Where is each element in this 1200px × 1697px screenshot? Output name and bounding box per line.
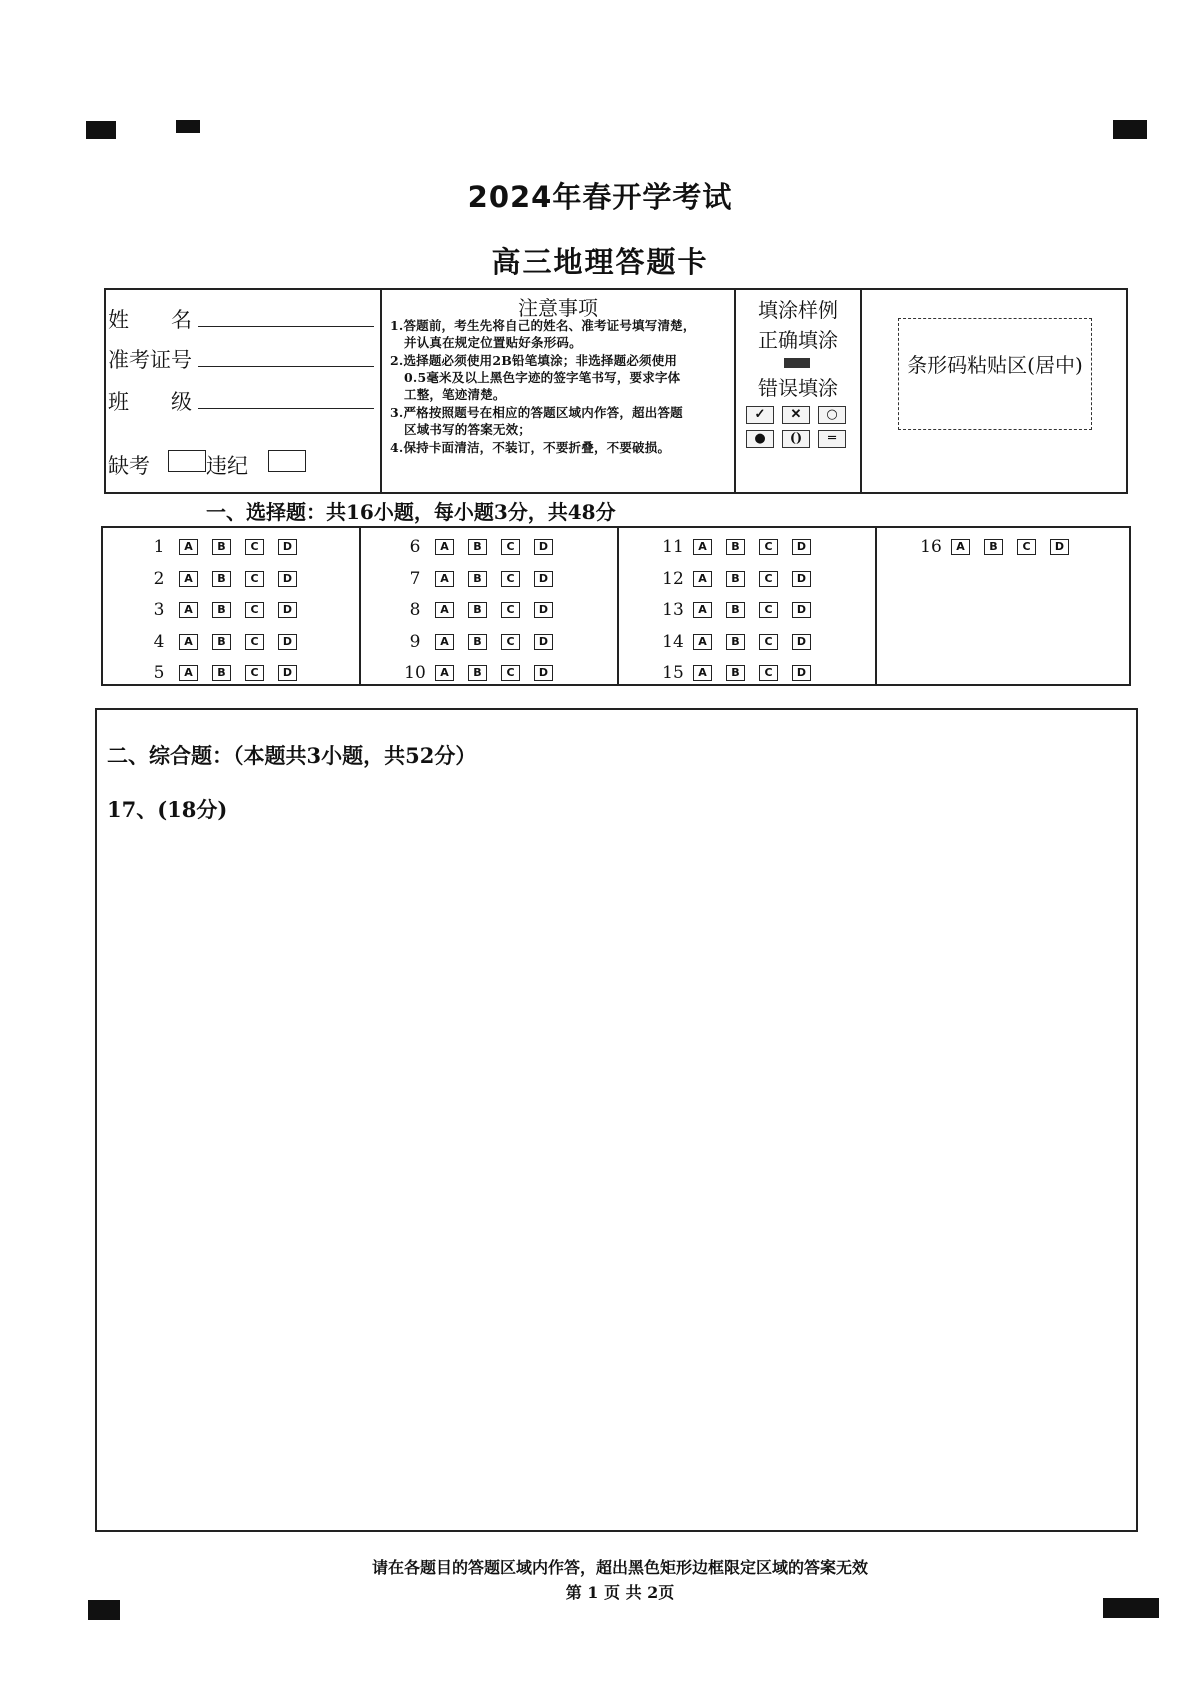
option-bubble-d[interactable]: D bbox=[534, 634, 553, 650]
option-bubble-b[interactable]: B bbox=[468, 571, 487, 587]
answer-area[interactable] bbox=[95, 708, 1138, 1532]
option-bubble-b[interactable]: B bbox=[212, 602, 231, 618]
option-bubble-b[interactable]: B bbox=[468, 665, 487, 681]
option-bubble-d[interactable]: D bbox=[792, 665, 811, 681]
question-number: 10 bbox=[404, 663, 426, 683]
section1-title: 一、选择题：共16小题，每小题3分，共48分 bbox=[206, 500, 616, 524]
footer-note: 请在各题目的答题区域内作答，超出黑色矩形边框限定区域的答案无效 bbox=[371, 1558, 868, 1577]
notice-line: 2.选择题必须使用2B铅笔填涂；非选择题必须使用 bbox=[390, 353, 678, 368]
question-number: 2 bbox=[153, 568, 165, 589]
dot-icon: ● bbox=[746, 430, 774, 448]
option-bubble-a[interactable]: A bbox=[435, 571, 454, 587]
absent-checkbox[interactable] bbox=[168, 450, 206, 472]
option-bubble-d[interactable]: D bbox=[534, 602, 553, 618]
option-bubble-c[interactable]: C bbox=[501, 665, 520, 681]
option-bubble-a[interactable]: A bbox=[435, 634, 454, 650]
question-row bbox=[653, 599, 825, 621]
page-number: 第 1 页 共 2页 bbox=[565, 1583, 675, 1602]
barcode-area: 条形码粘贴区(居中) bbox=[898, 318, 1092, 430]
name-label: 姓 名 bbox=[108, 308, 192, 332]
registration-mark-top-left bbox=[86, 121, 116, 139]
option-bubble-b[interactable]: B bbox=[212, 539, 231, 555]
parenthesis-icon: () bbox=[782, 430, 810, 448]
card-subtitle: 高三地理答题卡 bbox=[491, 245, 709, 279]
question-number: 12 bbox=[662, 568, 684, 589]
option-bubble-a[interactable]: A bbox=[179, 665, 198, 681]
exam-id-label: 准考证号 bbox=[108, 348, 192, 372]
option-bubble-d[interactable]: D bbox=[278, 602, 297, 618]
question-row bbox=[911, 536, 1083, 558]
name-field[interactable] bbox=[198, 326, 374, 327]
option-bubble-a[interactable]: A bbox=[693, 602, 712, 618]
question-row bbox=[653, 662, 825, 684]
question-number: 7 bbox=[409, 568, 421, 589]
option-bubble-c[interactable]: C bbox=[501, 602, 520, 618]
question-row bbox=[139, 631, 311, 653]
option-bubble-a[interactable]: A bbox=[951, 539, 970, 555]
option-bubble-b[interactable]: B bbox=[212, 634, 231, 650]
option-bubble-b[interactable]: B bbox=[726, 602, 745, 618]
grid-divider bbox=[359, 528, 361, 684]
fill-sample-title: 填涂样例 bbox=[758, 298, 838, 322]
option-bubble-c[interactable]: C bbox=[501, 634, 520, 650]
grid-divider bbox=[875, 528, 877, 684]
correct-fill-label: 正确填涂 bbox=[758, 328, 838, 352]
question-number: 4 bbox=[153, 631, 165, 652]
question-row bbox=[139, 662, 311, 684]
option-bubble-b[interactable]: B bbox=[726, 539, 745, 555]
question-17-label: 17、(18分) bbox=[107, 797, 228, 822]
question-row bbox=[395, 662, 567, 684]
option-bubble-c[interactable]: C bbox=[245, 634, 264, 650]
option-bubble-c[interactable]: C bbox=[245, 665, 264, 681]
violation-label: 违纪 bbox=[206, 454, 248, 478]
option-bubble-d[interactable]: D bbox=[278, 634, 297, 650]
option-bubble-c[interactable]: C bbox=[759, 571, 778, 587]
option-bubble-c[interactable]: C bbox=[245, 602, 264, 618]
option-bubble-c[interactable]: C bbox=[245, 539, 264, 555]
grid-divider bbox=[617, 528, 619, 684]
notice-line: 4.保持卡面清洁，不装订，不要折叠，不要破损。 bbox=[390, 440, 671, 455]
section2-title: 二、综合题：（本题共3小题，共52分） bbox=[107, 743, 477, 768]
option-bubble-d[interactable]: D bbox=[1050, 539, 1069, 555]
class-label: 班 级 bbox=[108, 390, 192, 414]
option-bubble-b[interactable]: B bbox=[726, 665, 745, 681]
cross-icon: ✕ bbox=[782, 406, 810, 424]
question-number: 14 bbox=[662, 631, 684, 652]
option-bubble-a[interactable]: A bbox=[435, 539, 454, 555]
option-bubble-d[interactable]: D bbox=[534, 571, 553, 587]
question-number: 5 bbox=[153, 663, 165, 683]
option-bubble-d[interactable]: D bbox=[278, 665, 297, 681]
option-bubble-c[interactable]: C bbox=[501, 571, 520, 587]
option-bubble-a[interactable]: A bbox=[179, 602, 198, 618]
option-bubble-a[interactable]: A bbox=[435, 602, 454, 618]
correct-fill-swatch bbox=[784, 358, 810, 368]
fill-sample-panel bbox=[736, 290, 860, 492]
option-bubble-a[interactable]: A bbox=[435, 665, 454, 681]
multiple-choice-grid bbox=[101, 526, 1131, 686]
option-bubble-d[interactable]: D bbox=[534, 539, 553, 555]
option-bubble-d[interactable]: D bbox=[792, 602, 811, 618]
option-bubble-d[interactable]: D bbox=[278, 539, 297, 555]
option-bubble-b[interactable]: B bbox=[984, 539, 1003, 555]
option-bubble-c[interactable]: C bbox=[759, 539, 778, 555]
option-bubble-a[interactable]: A bbox=[693, 571, 712, 587]
option-bubble-a[interactable]: A bbox=[179, 634, 198, 650]
notice-line: 1.答题前，考生先将自己的姓名、准考证号填写清楚， bbox=[390, 318, 696, 333]
option-bubble-a[interactable]: A bbox=[179, 539, 198, 555]
circle-icon: ○ bbox=[818, 406, 846, 424]
question-number: 11 bbox=[662, 537, 684, 557]
option-bubble-d[interactable]: D bbox=[792, 634, 811, 650]
question-row bbox=[395, 631, 567, 653]
registration-mark-top-left-2 bbox=[176, 120, 200, 133]
option-bubble-d[interactable]: D bbox=[278, 571, 297, 587]
question-number: 1 bbox=[153, 537, 165, 557]
option-bubble-b[interactable]: B bbox=[468, 602, 487, 618]
option-bubble-d[interactable]: D bbox=[792, 571, 811, 587]
option-bubble-a[interactable]: A bbox=[693, 539, 712, 555]
header-box bbox=[104, 288, 1128, 494]
option-bubble-b[interactable]: B bbox=[468, 634, 487, 650]
question-number: 16 bbox=[920, 537, 942, 557]
option-bubble-b[interactable]: B bbox=[212, 571, 231, 587]
option-bubble-b[interactable]: B bbox=[726, 571, 745, 587]
registration-mark-bottom-left bbox=[88, 1600, 120, 1620]
question-number: 3 bbox=[153, 600, 165, 620]
option-bubble-a[interactable]: A bbox=[179, 571, 198, 587]
question-row bbox=[395, 568, 567, 590]
question-row bbox=[139, 568, 311, 590]
notice-line: 工整，笔迹清楚。 bbox=[404, 387, 506, 402]
question-number: 9 bbox=[409, 631, 421, 652]
check-icon: ✓ bbox=[746, 406, 774, 424]
option-bubble-c[interactable]: C bbox=[759, 602, 778, 618]
option-bubble-c[interactable]: C bbox=[759, 665, 778, 681]
option-bubble-b[interactable]: B bbox=[212, 665, 231, 681]
notice-panel bbox=[382, 290, 734, 492]
option-bubble-c[interactable]: C bbox=[1017, 539, 1036, 555]
notice-line: 并认真在规定位置贴好条形码。 bbox=[404, 335, 582, 350]
question-number: 8 bbox=[409, 600, 421, 620]
question-row bbox=[653, 631, 825, 653]
question-number: 13 bbox=[662, 600, 684, 620]
barcode-panel bbox=[862, 290, 1128, 492]
question-number: 15 bbox=[662, 663, 684, 683]
question-row bbox=[395, 599, 567, 621]
option-bubble-c[interactable]: C bbox=[759, 634, 778, 650]
option-bubble-a[interactable]: A bbox=[693, 665, 712, 681]
notice-title: 注意事项 bbox=[518, 296, 598, 320]
question-row bbox=[139, 599, 311, 621]
option-bubble-b[interactable]: B bbox=[726, 634, 745, 650]
exam-title: 2024年春开学考试 bbox=[467, 180, 733, 214]
question-row bbox=[395, 536, 567, 558]
wrong-fill-label: 错误填涂 bbox=[758, 376, 838, 400]
option-bubble-d[interactable]: D bbox=[534, 665, 553, 681]
question-number: 6 bbox=[409, 537, 421, 557]
class-field[interactable] bbox=[198, 408, 374, 409]
question-row bbox=[653, 536, 825, 558]
option-bubble-c[interactable]: C bbox=[501, 539, 520, 555]
strike-icon: ═ bbox=[818, 430, 846, 448]
option-bubble-b[interactable]: B bbox=[468, 539, 487, 555]
notice-line: 区域书写的答案无效； bbox=[404, 422, 532, 437]
option-bubble-d[interactable]: D bbox=[792, 539, 811, 555]
question-row bbox=[653, 568, 825, 590]
option-bubble-c[interactable]: C bbox=[245, 571, 264, 587]
registration-mark-top-right bbox=[1113, 120, 1147, 139]
notice-line: 3.严格按照题号在相应的答题区域内作答，超出答题 bbox=[390, 405, 683, 420]
question-row bbox=[139, 536, 311, 558]
violation-checkbox[interactable] bbox=[268, 450, 306, 472]
exam-id-field[interactable] bbox=[198, 366, 374, 367]
notice-line: 0.5毫米及以上黑色字迹的签字笔书写，要求字体 bbox=[404, 370, 681, 385]
option-bubble-a[interactable]: A bbox=[693, 634, 712, 650]
absent-label: 缺考 bbox=[108, 454, 150, 478]
